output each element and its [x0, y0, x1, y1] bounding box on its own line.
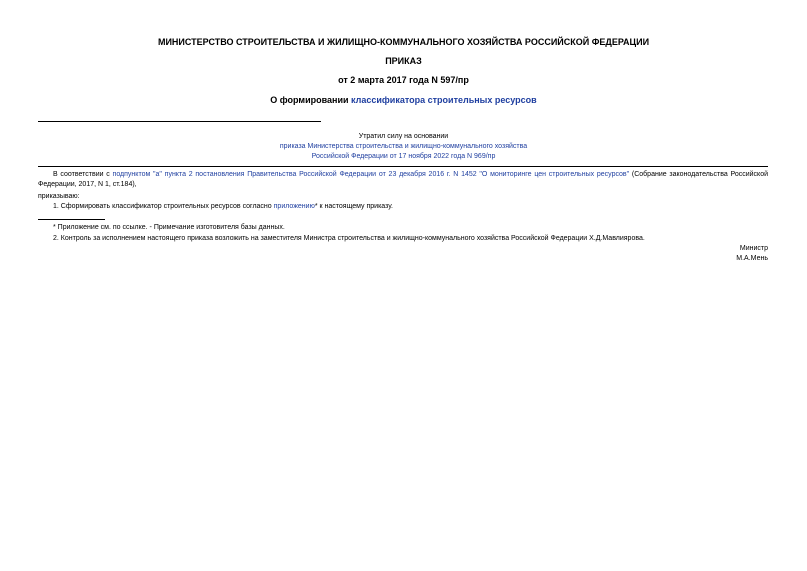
paragraph-basis-end: (Собрание законодательства Российской Федерации, 2017, N 1, ст.184), — [38, 171, 768, 188]
title-prefix: О формировании — [270, 95, 352, 105]
ministry-heading: МИНИСТЕРСТВО СТРОИТЕЛЬСТВА И ЖИЛИЩНО-КОММУНАЛЬНОГО ХОЗЯЙСТВА РОССИЙСКОЙ ФЕДЕРАЦИИ — [157, 37, 650, 47]
title-divider — [38, 121, 321, 122]
date-number-heading: от 2 марта 2017 года N 597/пр — [338, 75, 469, 85]
appendix-link[interactable]: приложению — [273, 203, 315, 210]
status-divider — [38, 166, 768, 167]
signature-name: М.А.Мень — [736, 255, 768, 262]
document-title — [0, 95, 807, 105]
status-note-link-line2[interactable]: приказа Министерства строительства и жилищно-коммунального хозяйства — [279, 143, 528, 150]
order-item-2: 2. Контроль за исполнением настоящего приказа возложить на заместителя Министра строительства и жилищно-коммунального хозяйства Российской Федерации Х.Д.Мавлиярова. — [53, 235, 645, 242]
signature-block — [736, 244, 768, 264]
paragraph-basis — [38, 170, 768, 190]
footnote-text: * Приложение см. по ссылке. - Примечание изготовителя базы данных. — [53, 224, 285, 231]
order-word: приказываю: — [38, 193, 80, 200]
order-item-1 — [53, 202, 393, 212]
resolution-link[interactable]: подпунктом "а" пункта 2 постановления Правительства Российской Федерации от 23 декабря 2016 г. N 1452 "О мониторинге цен строительных ресурсов" — [112, 171, 630, 178]
order-item-1-end: * к настоящему приказу. — [314, 203, 393, 210]
status-note — [100, 132, 707, 162]
paragraph-basis-start: В соответствии с — [53, 171, 113, 178]
order-item-1-start: 1. Сформировать классификатор строительных ресурсов согласно — [53, 203, 274, 210]
title-link[interactable]: классификатора строительных ресурсов — [351, 95, 537, 105]
status-note-link-line3[interactable]: Российской Федерации от 17 ноября 2022 года N 969/пр — [311, 153, 496, 160]
doc-type-heading: ПРИКАЗ — [385, 56, 422, 66]
signature-position: Министр — [739, 245, 768, 252]
status-note-line1: Утратил силу на основании — [358, 133, 449, 140]
footnote-divider — [38, 219, 105, 220]
